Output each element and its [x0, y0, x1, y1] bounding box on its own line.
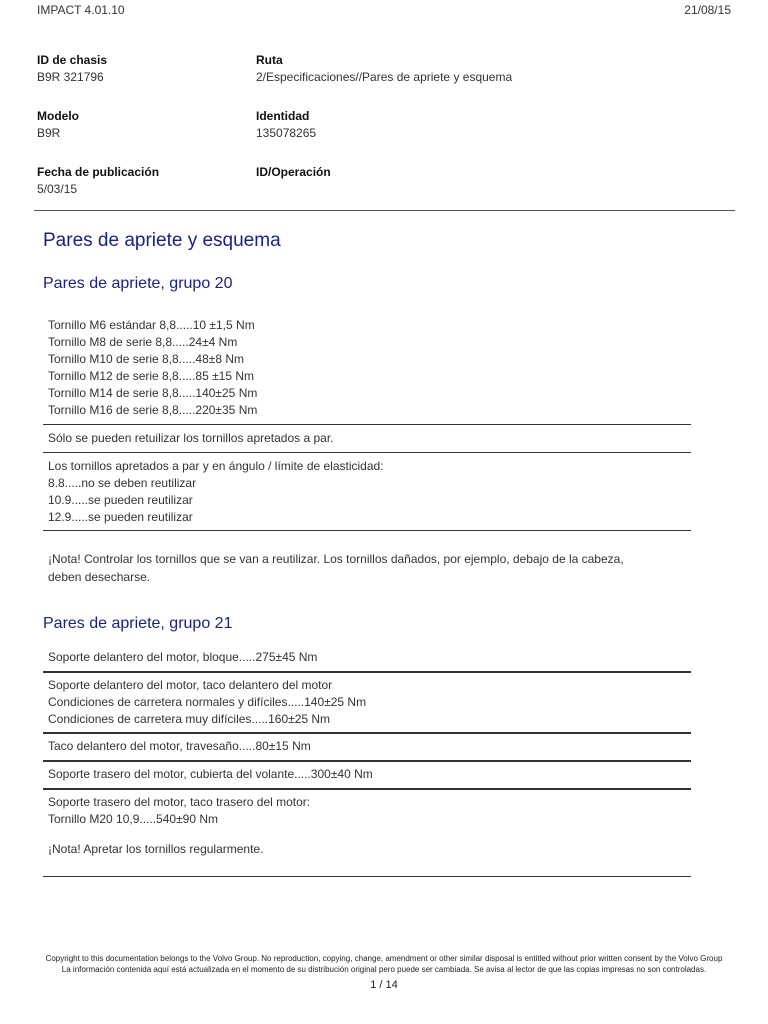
- torque-row-line: Soporte trasero del motor, taco trasero del motor:: [48, 795, 311, 809]
- pubdate-value: 5/03/15: [37, 182, 78, 196]
- inspection-note-line: ¡Nota! Controlar los tornillos que se van a reutilizar. Los tornillos dañados, por ejemplo, debajo de la cabeza,: [48, 552, 624, 566]
- angle-tightening-line: 12.9.....se pueden reutilizar: [48, 510, 193, 524]
- torque-row-text: Soporte trasero del motor, cubierta del volante.....300±40 Nm: [48, 767, 373, 781]
- reuse-note: [43, 430, 691, 447]
- section-divider: [43, 452, 691, 453]
- chassis-field: [37, 53, 107, 84]
- angle-tightening-list: [43, 458, 691, 526]
- section-divider: [43, 788, 691, 790]
- metadata-row-2: [37, 109, 717, 165]
- crossmember-row: [43, 738, 691, 755]
- torque-row-line: Tornillo M20 10,9.....540±90 Nm: [48, 812, 219, 826]
- section-divider: [43, 876, 691, 877]
- torque-row-text: Taco delantero del motor, travesaño.....80±15 Nm: [48, 739, 311, 753]
- metadata-divider: [34, 210, 735, 211]
- torque-row-line: Condiciones de carretera muy difíciles.....160±25 Nm: [48, 712, 331, 726]
- model-value: B9R: [37, 126, 61, 140]
- group-20-bolt-list: [43, 317, 691, 419]
- route-value: 2/Especificaciones//Pares de apriete y esquema: [256, 70, 513, 84]
- identity-value: 135078265: [256, 126, 317, 140]
- angle-tightening-line: Los tornillos apretados a par y en ángulo / límite de elasticidad:: [48, 459, 384, 473]
- page-title: Pares de apriete y esquema: [43, 230, 281, 251]
- app-version: IMPACT 4.01.10: [37, 3, 125, 17]
- metadata-grid: [37, 53, 717, 221]
- section-divider: [43, 671, 691, 673]
- identity-label: Identidad: [256, 109, 310, 123]
- bolt-torque-item: Tornillo M10 de serie 8,8.....48±8 Nm: [48, 352, 245, 366]
- operation-field: [256, 165, 331, 182]
- route-label: Ruta: [256, 53, 283, 67]
- section-divider: [43, 760, 691, 762]
- section-divider: [43, 530, 691, 531]
- bolt-torque-item: Tornillo M12 de serie 8,8.....85 ±15 Nm: [48, 369, 255, 383]
- torque-row-text: Soporte delantero del motor, bloque.....275±45 Nm: [48, 650, 318, 664]
- tightening-reminder: ¡Nota! Apretar los tornillos regularmente.: [48, 842, 264, 856]
- bolt-torque-item: Tornillo M16 de serie 8,8.....220±35 Nm: [48, 403, 258, 417]
- group-20-heading: Pares de apriete, grupo 20: [43, 275, 233, 292]
- copyright-notice: Copyright to this documentation belongs to the Volvo Group. No reproduction, copying, change, amendment or other similar disposal is entitled without prior written consent by the Volvo Group: [45, 954, 723, 963]
- bolt-torque-item: Tornillo M6 estándar 8,8.....10 ±1,5 Nm: [48, 318, 255, 332]
- model-label: Modelo: [37, 109, 79, 123]
- reuse-note-text: Sólo se pueden retuilizar los tornillos apretados a par.: [48, 431, 334, 445]
- bolt-torque-item: Tornillo M14 de serie 8,8.....140±25 Nm: [48, 386, 258, 400]
- torque-row-line: Condiciones de carretera normales y difíciles.....140±25 Nm: [48, 695, 367, 709]
- identity-field: [256, 109, 316, 140]
- inspection-note: [43, 550, 691, 586]
- front-mount-pad-row: [43, 677, 691, 728]
- pubdate-label: Fecha de publicación: [37, 165, 160, 179]
- inspection-note-line: deben desecharse.: [48, 570, 151, 584]
- document-body: [43, 230, 691, 877]
- chassis-value: B9R 321796: [37, 70, 104, 84]
- group-21-heading: Pares de apriete, grupo 21: [43, 615, 233, 632]
- operation-label: ID/Operación: [256, 165, 331, 179]
- page-footer: [30, 953, 738, 991]
- metadata-row-3: [37, 165, 717, 221]
- print-date: 21/08/15: [684, 3, 731, 17]
- bolt-torque-item: Tornillo M8 de serie 8,8.....24±4 Nm: [48, 335, 238, 349]
- torque-row-line: Soporte delantero del motor, taco delantero del motor: [48, 678, 333, 692]
- route-field: [256, 53, 512, 84]
- metadata-row-1: [37, 53, 717, 109]
- section-divider: [43, 424, 691, 425]
- rear-mount-pad-row: [43, 794, 691, 858]
- angle-tightening-line: 10.9.....se pueden reutilizar: [48, 493, 193, 507]
- section-divider: [43, 732, 691, 734]
- page-number: 1 / 14: [370, 979, 398, 991]
- page-header: [37, 3, 731, 19]
- chassis-label: ID de chasis: [37, 53, 108, 67]
- model-field: [37, 109, 79, 140]
- disclaimer-notice: La información contenida aquí está actualizada en el momento de su distribución original pero puede ser cambiada. Se avisa al lector de que las copias impresas no son controladas.: [61, 965, 707, 974]
- angle-tightening-line: 8.8.....no se deben reutilizar: [48, 476, 197, 490]
- rear-mount-flywheel-row: [43, 766, 691, 783]
- front-mount-block-row: [43, 649, 691, 666]
- pubdate-field: [37, 165, 159, 196]
